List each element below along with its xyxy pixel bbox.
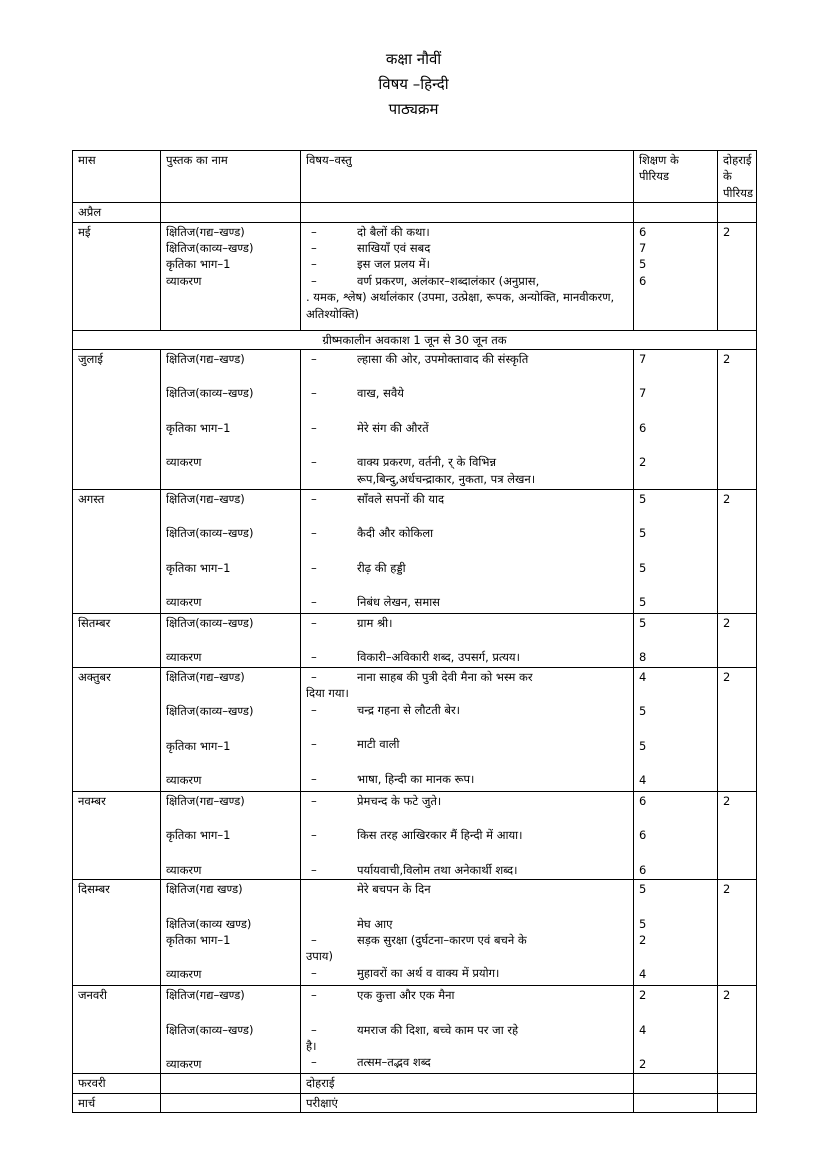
month-cell: दिसम्बर [73, 880, 161, 986]
content-cell: – प्रेमचन्द के फटे जुते। – किस तरह आखिरकार मैं हिन्दी में आया। – पर्यायवाची,विलोम तथा अनेकार्थी शब्द। [301, 792, 634, 880]
table-row [73, 986, 757, 1074]
revision-periods-cell: 2 [718, 986, 757, 1074]
header-content: विषय–वस्तु [301, 151, 634, 203]
class-heading: कक्षा नौवीं [385, 50, 442, 68]
teaching-periods-cell: 5 5 2 4 [634, 880, 718, 986]
month-cell: नवम्बर [73, 792, 161, 880]
teaching-periods-cell: 2 4 2 [634, 986, 718, 1074]
header-book: पुस्तक का नाम [161, 151, 301, 203]
revision-periods-cell: 2 [718, 490, 757, 614]
table-row [73, 350, 757, 490]
month-cell: अप्रैल [73, 203, 161, 222]
content-cell: – नाना साहब की पुत्री देवी मैना को भस्म कर दिया गया। – चन्द्र गहना से लौटती बेर। – माटी वाली – भाषा, हिन्दी का मानक रूप। [301, 668, 634, 792]
content-cell: परीक्षाएं [301, 1093, 634, 1112]
teaching-periods-cell: 5 8 [634, 614, 718, 668]
table-row [73, 222, 757, 330]
revision-periods-cell: 2 [718, 614, 757, 668]
content-cell: मेरे बचपन के दिन मेघ आए – सड़क सुरक्षा (दुर्घटना–कारण एवं बचने के उपाय) – मुहावरों का अर्थ व वाक्य में प्रयोग। [301, 880, 634, 986]
table-row [73, 792, 757, 880]
teaching-periods-cell: 7 7 6 2 [634, 350, 718, 490]
table-row [73, 614, 757, 668]
revision-periods-cell: 2 [718, 222, 757, 330]
book-cell: क्षितिज(गद्य–खण्ड) कृतिका भाग–1 व्याकरण [161, 792, 301, 880]
vacation-row: ग्रीष्मकालीन अवकाश 1 जून से 30 जून तक [73, 330, 757, 349]
header-revision-periods: दोहराई के पीरियड [718, 151, 757, 203]
month-cell: जनवरी [73, 986, 161, 1074]
content-cell: – एक कुत्ता और एक मैना – यमराज की दिशा, बच्चे काम पर जा रहे है। – तत्सम–तद्भव शब्द [301, 986, 634, 1074]
table-row [73, 1074, 757, 1093]
table-row [73, 203, 757, 222]
month-cell: मई [73, 222, 161, 330]
table-header-row [73, 151, 757, 203]
month-cell: सितम्बर [73, 614, 161, 668]
subject-heading: विषय –हिन्दी [378, 75, 449, 93]
table-row [73, 1093, 757, 1112]
month-cell: जुलाई [73, 350, 161, 490]
book-cell: क्षितिज(गद्य–खण्ड) क्षितिज(काव्य–खण्ड) कृतिका भाग–1 व्याकरण [161, 668, 301, 792]
header-month: मास [73, 151, 161, 203]
header-teaching-periods: शिक्षण के पीरियड [634, 151, 718, 203]
teaching-periods-cell: 6 6 6 [634, 792, 718, 880]
revision-periods-cell: 2 [718, 880, 757, 986]
book-cell: क्षितिज(गद्य–खण्ड) क्षितिज(काव्य–खण्ड) कृतिका भाग–1 व्याकरण [161, 350, 301, 490]
syllabus-table [72, 150, 757, 1113]
content-cell: – साँवले सपनों की याद – कैदी और कोकिला – रीढ़ की हड्डी – निबंध लेखन, समास [301, 490, 634, 614]
revision-periods-cell: 2 [718, 350, 757, 490]
revision-periods-cell: 2 [718, 668, 757, 792]
content-cell: – दो बैलों की कथा। – साखियाँ एवं सबद – इस जल प्रलय में। – वर्ण प्रकरण, अलंकार–शब्दालंकार (अनुप्रास, . यमक, श्लेष) अर्थालंकार (उपमा, उत्प्रेक्षा, रूपक, अन्योक्ति, मानवीकरण, अतिश्योक्ति) [301, 222, 634, 330]
book-cell: क्षितिज(गद्य खण्ड) क्षितिज(काव्य खण्ड) कृतिका भाग–1 व्याकरण [161, 880, 301, 986]
month-cell: फरवरी [73, 1074, 161, 1093]
month-cell: अगस्त [73, 490, 161, 614]
syllabus-heading: पाठ्यक्रम [388, 100, 439, 118]
book-cell: क्षितिज(गद्य–खण्ड) क्षितिज(काव्य–खण्ड) व्याकरण [161, 986, 301, 1074]
book-cell: क्षितिज(काव्य–खण्ड) व्याकरण [161, 614, 301, 668]
month-cell: अक्तुबर [73, 668, 161, 792]
table-row [73, 490, 757, 614]
teaching-periods-cell: 6 7 5 6 [634, 222, 718, 330]
table-row [73, 668, 757, 792]
teaching-periods-cell: 4 5 5 4 [634, 668, 718, 792]
content-cell: दोहराई [301, 1074, 634, 1093]
book-cell: क्षितिज(गद्य–खण्ड) क्षितिज(काव्य–खण्ड) कृतिका भाग–1 व्याकरण [161, 490, 301, 614]
content-cell: – ग्राम श्री। – विकारी–अविकारी शब्द, उपसर्ग, प्रत्यय। [301, 614, 634, 668]
teaching-periods-cell: 5 5 5 5 [634, 490, 718, 614]
content-cell: – ल्हासा की ओर, उपमोक्तावाद की संस्कृति – वाख, सवैये – मेरे संग की औरतें – वाक्य प्रकरण, वर्तनी, र् के विभिन्न रूप,बिन्दु,अर्धचन्द्राकार, नुकता, पत्र लेखन। [301, 350, 634, 490]
month-cell: मार्च [73, 1093, 161, 1112]
table-row [73, 880, 757, 986]
book-cell: क्षितिज(गद्य–खण्ड) क्षितिज(काव्य–खण्ड) कृतिका भाग–1 व्याकरण [161, 222, 301, 330]
revision-periods-cell: 2 [718, 792, 757, 880]
